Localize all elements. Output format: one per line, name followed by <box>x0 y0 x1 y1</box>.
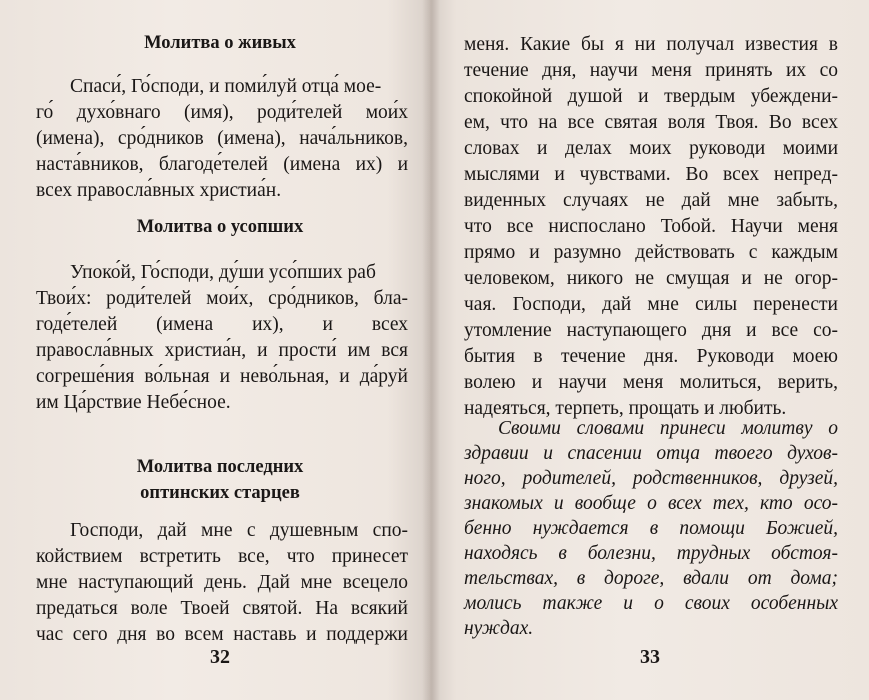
text-line: наста́вников, благоде́телей (имена их) и <box>36 154 408 175</box>
text-line: ного, родителей, родственников, друзей, <box>464 468 838 489</box>
text-line: годе́телей (имена их), и всех <box>36 314 408 335</box>
text-line: виденных случаях не дай мне забыть, <box>464 190 838 211</box>
text-line: согреше́ния во́льная и нево́льная, и да́руй <box>36 366 408 387</box>
text-line: находясь в болезни, трудных обстоя- <box>464 543 838 564</box>
text-line: Упоко́й, Го́споди, ду́ши усо́пших раб <box>70 262 376 283</box>
text-line: надеяться, терпеть, прощать и любить. <box>464 398 787 419</box>
text-line: бытия в течение дня. Руководи моею <box>464 346 838 367</box>
text-line: правосла́вных христиа́н, и прости́ им вся <box>36 340 408 361</box>
text-line: койствием встретить все, что принесет <box>36 546 408 567</box>
text-line: бенно нуждается в помощи Божией, <box>464 518 838 539</box>
text-line: прямо и разумно действовать с каждым <box>464 242 838 263</box>
book-spine-gutter <box>422 0 440 700</box>
text-line: Спаси́, Го́споди, и поми́луй отца́ мое- <box>70 76 382 97</box>
page-number-left: 32 <box>210 646 230 668</box>
text-line: ем, что на все святая воля Твоя. Во всех <box>464 112 838 133</box>
text-line: (имена), сро́дников (имена), нача́льников, <box>36 128 408 149</box>
optina-elders-prayer-continued <box>464 32 838 422</box>
text-line: меня. Какие бы я ни получал известия в <box>464 34 838 55</box>
heading-optina-elders-prayer <box>95 454 345 506</box>
personal-prayer-note <box>464 416 838 641</box>
prayer-for-living-text <box>36 74 408 204</box>
text-line: что все ниспослано Тобой. Научи меня <box>464 216 838 237</box>
text-line: молись также и о своих особенных <box>464 593 838 614</box>
text-line: им Ца́рствие Небе́сное. <box>36 392 231 413</box>
text-line: волею и научи меня молиться, верить, <box>464 372 838 393</box>
text-line: Своими словами принеси молитву о <box>498 418 838 439</box>
heading-line: Молитва последних <box>136 457 304 477</box>
text-line: Господи, дай мне с душевным спо- <box>70 520 408 541</box>
heading-prayer-for-living: Молитва о живых <box>144 33 296 53</box>
text-line: мыслями и чувствами. Во всех непред- <box>464 164 838 185</box>
text-line: нуждах. <box>464 618 534 639</box>
text-line: течение дня, научи меня принять их со <box>464 60 838 81</box>
text-line: здравии и спасении отца твоего духов- <box>464 443 838 464</box>
heading-line: оптинских старцев <box>140 483 300 503</box>
right-page <box>430 0 869 700</box>
left-page <box>0 0 430 700</box>
optina-elders-prayer-text <box>36 518 408 648</box>
heading-prayer-for-departed: Молитва о усопших <box>136 217 304 237</box>
text-line: знакомых и вообще о всех тех, кто осо- <box>464 493 838 514</box>
text-line: го́ духо́внаго (имя), роди́телей мои́х <box>36 102 408 123</box>
text-line: всех правосла́вных христиа́н. <box>36 180 282 201</box>
text-line: час сего дня во всем наставь и поддержи <box>36 624 408 645</box>
text-line: человеком, никого не смущая и не огор- <box>464 268 838 289</box>
text-line: предаться воле Твоей святой. На всякий <box>36 598 408 619</box>
text-line: спокойной душой и твердым убеждени- <box>464 86 838 107</box>
text-line: тельствах, в дороге, вдали от дома; <box>464 568 838 589</box>
text-line: Твои́х: роди́телей мои́х, сро́дников, бла- <box>36 288 408 309</box>
text-line: мне наступающий день. Дай мне всецело <box>36 572 408 593</box>
page-number-right: 33 <box>640 646 660 668</box>
text-line: утомление наступающего дня и все со- <box>464 320 838 341</box>
text-line: словах и делах моих руководи моими <box>464 138 838 159</box>
text-line: чая. Господи, дай мне силы перенести <box>464 294 838 315</box>
prayer-for-departed-text <box>36 260 408 416</box>
